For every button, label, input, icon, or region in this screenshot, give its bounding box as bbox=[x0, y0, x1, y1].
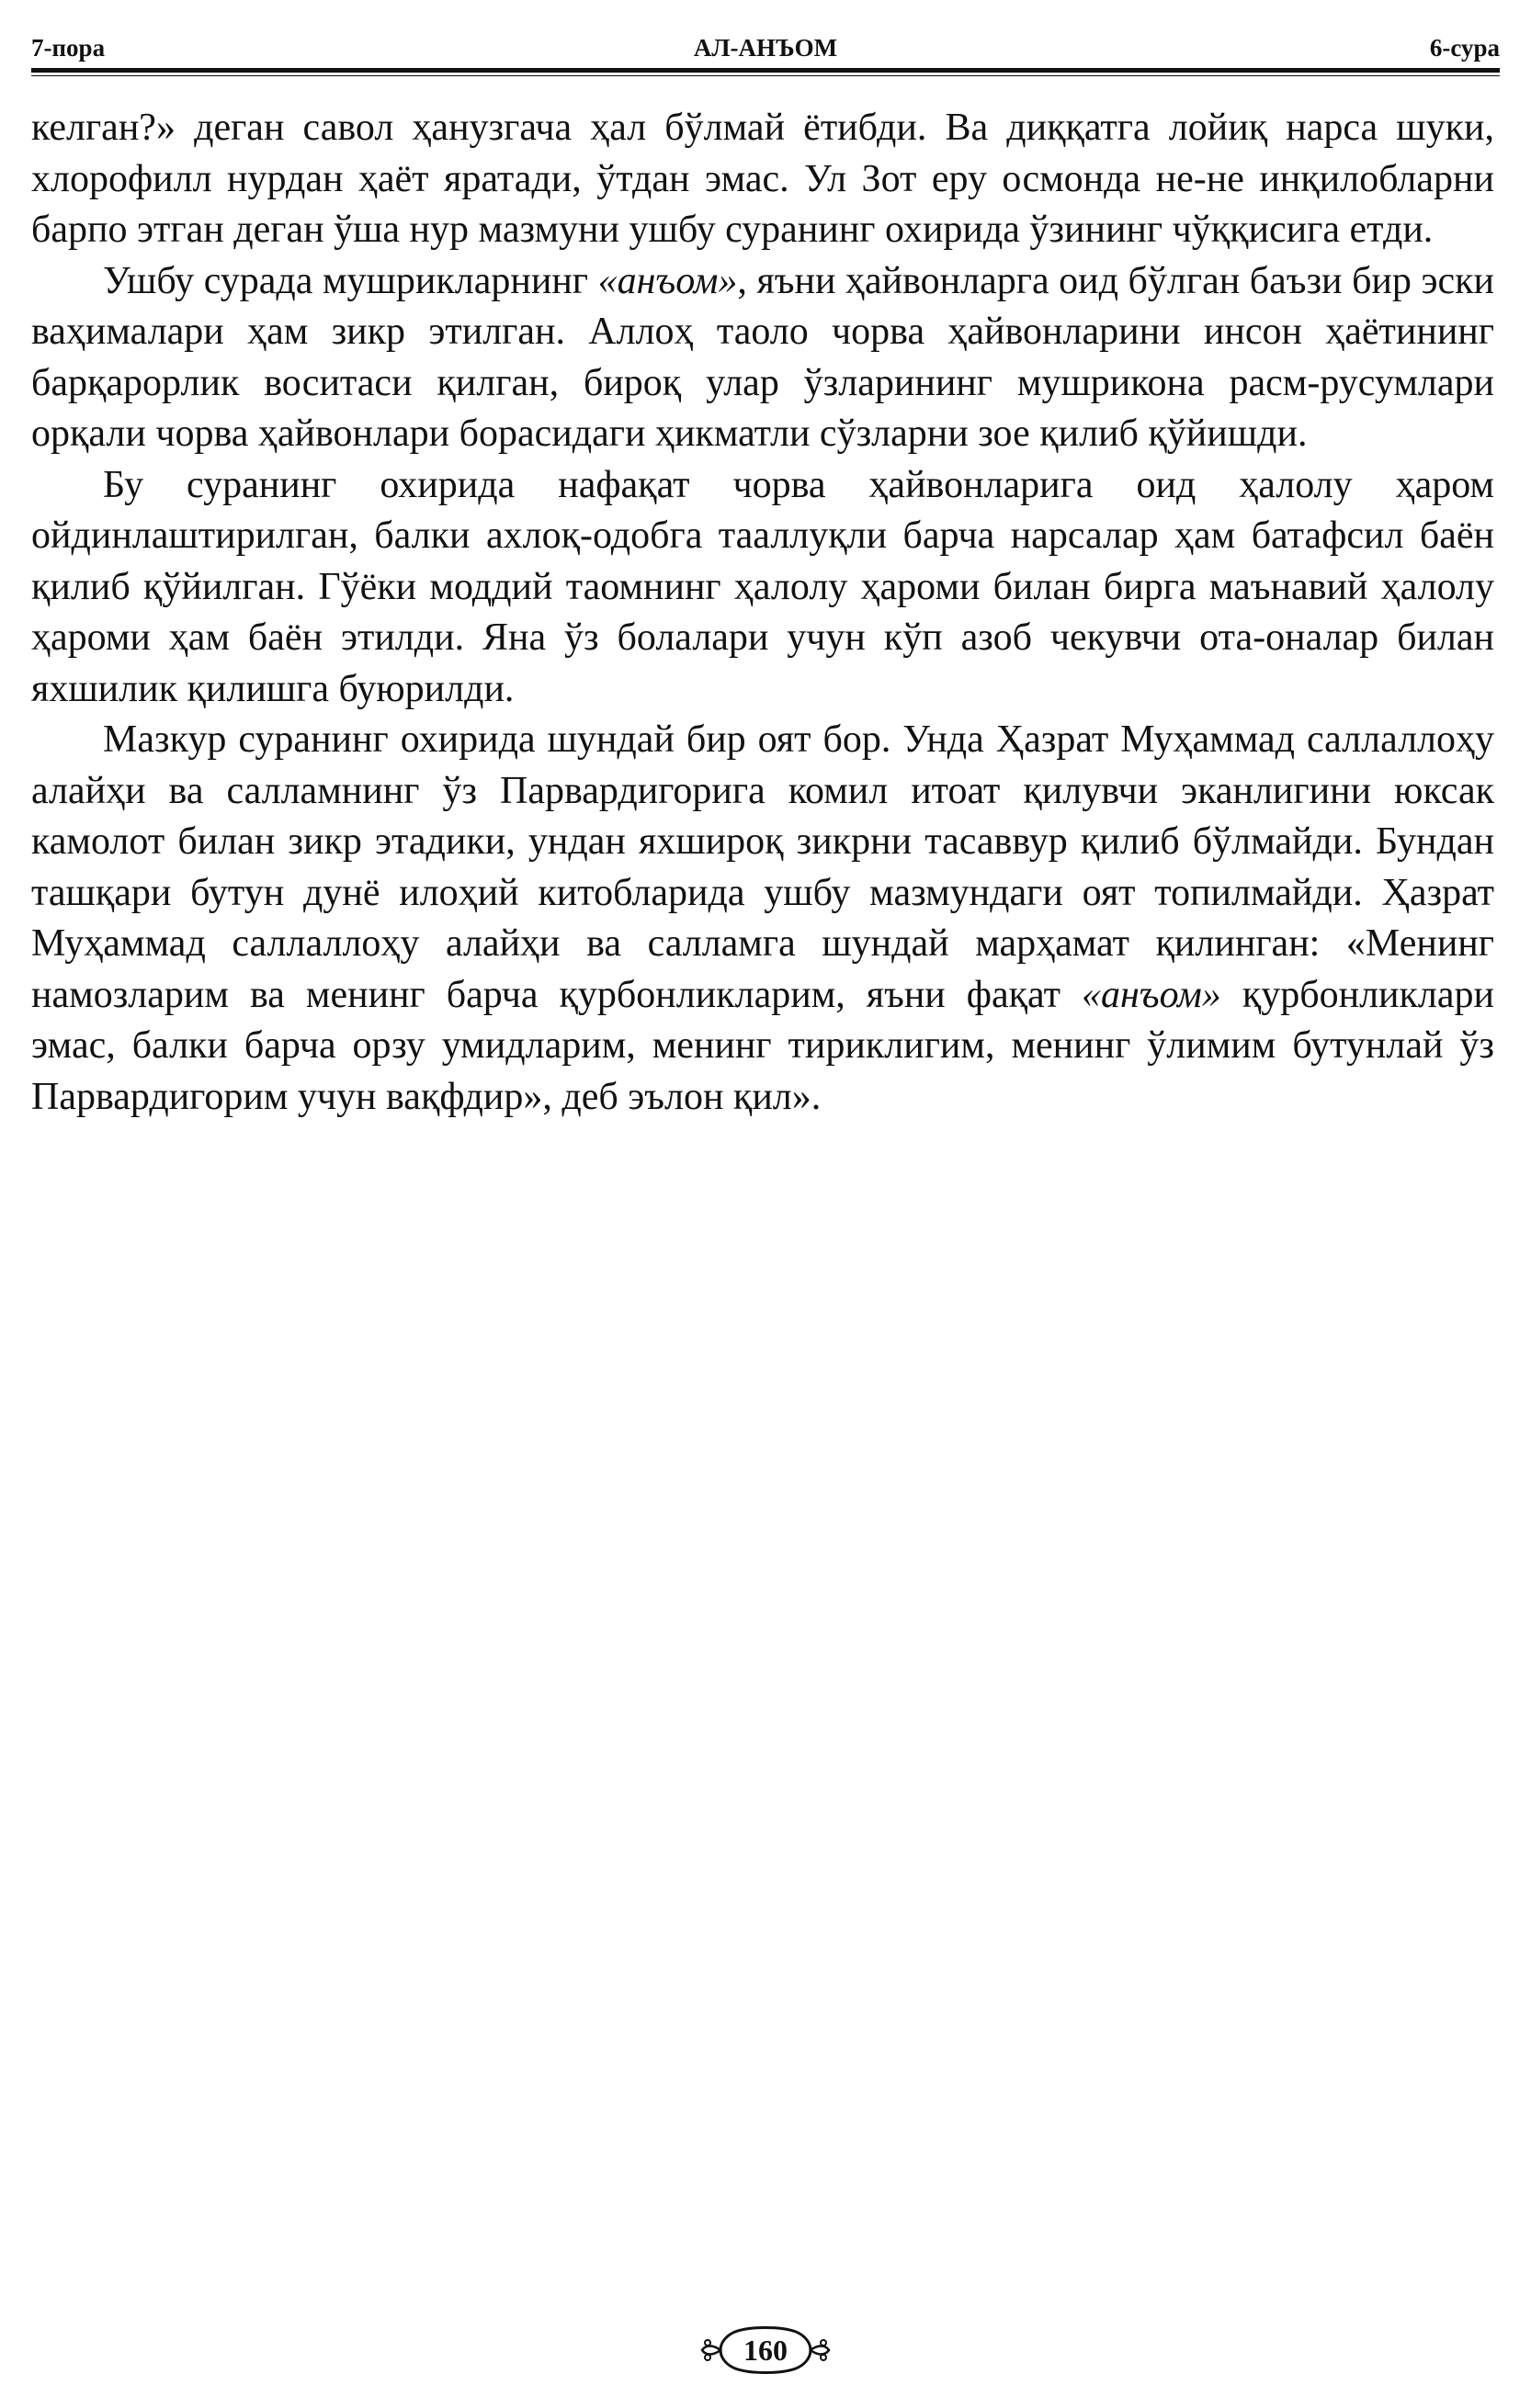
body-text bbox=[31, 103, 1494, 1123]
paragraph-2-part-b: , яъни ҳайвонларга оид бўлган баъзи бир эски ваҳималари ҳам зикр этилган. Аллоҳ таоло чорва ҳайвонларини инсон ҳаётининг барқарорлик воситаси қилган, бироқ улар ўзларининг мушрикона расм-русумлари орқали чорва ҳайвонлари борасидаги ҳикматли сўзларни зое қилиб қўйишди. bbox=[31, 259, 1495, 455]
paragraph-4-italic-term: «анъом» bbox=[1081, 973, 1221, 1016]
paragraph-4-part-a: Мазкур суранинг охирида шундай бир оят бор. Унда Ҳазрат Муҳаммад саллаллоҳу алайҳи ва салламнинг ўз Парвардигорига комил итоат қилувчи эканлигини юксак камолот билан зикр этадики, ундан яхшироқ зикрни тасаввур қилиб бўлмайди. Бундан ташқари бутун дунё илоҳий китобларида ушбу мазмундаги оят топилмайди. Ҳазрат Муҳаммад саллаллоҳу алайҳи ва салламга шундай марҳамат қилинган: «Менинг намозларим ва менинг барча қурбонликларим, яъни фақат bbox=[31, 718, 1494, 1016]
paragraph-4 bbox=[31, 715, 1494, 1123]
paragraph-1: келган?» деган савол ҳанузгача ҳал бўлмай ётибди. Ва диққатга лойиқ нарса шуки, хлорофилл нурдан ҳаёт яратади, ўтдан эмас. Ул Зот еру осмонда не-не инқилобларни барпо этган деган ўша нур мазмуни ушбу суранинг охирида ўзининг чўққисига етди. bbox=[31, 107, 1494, 251]
paragraph-2-part-a: Ушбу сурада мушрикларнинг bbox=[103, 259, 598, 302]
paragraph-2 bbox=[31, 256, 1494, 460]
paragraph-4-part-b: қурбонликлари эмас, балки барча орзу умидларим, менинг тириклигим, менинг ўлимим бутунлай ўз Парвардигорим учун вақфдир», деб эълон қил». bbox=[31, 973, 1494, 1118]
header-juz: 7-пора bbox=[31, 34, 106, 62]
header-rule-thin bbox=[31, 75, 1500, 76]
page-footer bbox=[0, 2324, 1531, 2380]
paragraph-3: Бу суранинг охирида нафақат чорва ҳайвонларига оид ҳалолу ҳаром ойдинлаштирилган, балки ахлоқ-одобга тааллуқли барча нарсалар ҳам батафсил баён қилиб қўйилган. Гўёки моддий таомнинг ҳалолу ҳароми билан бирга маънавий ҳалолу ҳароми ҳам баён этилди. Яна ўз болалари учун кўп азоб чекувчи ота-оналар билан яхшилик қилишга буюрилди. bbox=[31, 463, 1494, 710]
header-surah-title: АЛ-АНЪОМ bbox=[693, 34, 838, 62]
page-number: 160 bbox=[743, 2334, 788, 2367]
header-rule-thick bbox=[31, 68, 1500, 73]
page-number-ornament bbox=[697, 2324, 834, 2376]
header-surah-number: 6-сура bbox=[1429, 34, 1500, 62]
paragraph-2-italic-term: «анъом» bbox=[597, 259, 738, 302]
running-header bbox=[31, 29, 1500, 66]
